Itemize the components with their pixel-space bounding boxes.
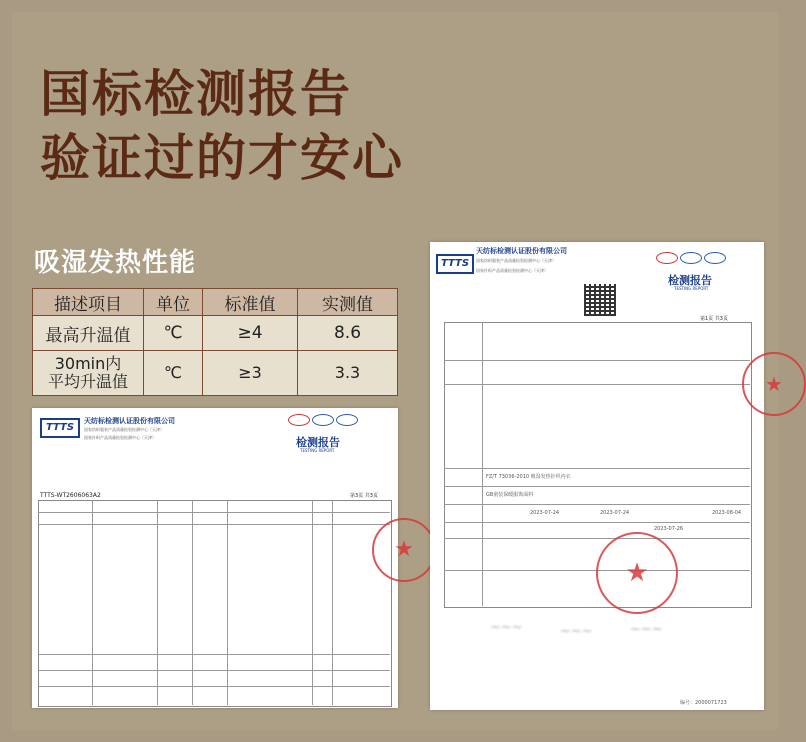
- ttts-logo: TTTS: [40, 418, 80, 438]
- cell-standard: ≥3: [203, 351, 298, 396]
- report-title-en: TESTING REPORT: [674, 286, 709, 291]
- cnas-badge-icon: [704, 252, 726, 264]
- org-sub-2: 国家针织产品质量检验检测中心（天津）: [84, 435, 156, 440]
- grid-line: [312, 500, 313, 705]
- page-info: 第1页 共3页: [700, 316, 728, 322]
- cell-item: [33, 351, 144, 396]
- report-page-results: [32, 408, 414, 708]
- report-title: 检测报告: [296, 436, 340, 449]
- grid-line: [482, 322, 483, 606]
- standard-code: FZ/T 73036-2010 吸湿发热针织内衣: [486, 474, 571, 480]
- cell-item-line-1: 30min内: [54, 354, 122, 373]
- col-header-measured: 实测值: [298, 289, 398, 316]
- grid-line: [92, 500, 93, 705]
- grid-line: [38, 512, 390, 513]
- sample-name: GB童装保暖服饰面料: [486, 492, 534, 498]
- cma-badge-icon: [288, 414, 310, 426]
- qr-code-icon: [584, 284, 616, 316]
- table-row: [33, 316, 398, 351]
- date-3: 2023-07-26: [654, 526, 684, 532]
- org-sub-1: 国家纺织服装产品质量检验检测中心（天津）: [476, 258, 556, 263]
- grid-line: [444, 538, 750, 539]
- red-seal-stamp: ★: [596, 532, 678, 614]
- report-page-cover: [430, 242, 783, 710]
- red-seal-stamp: ★: [372, 518, 436, 582]
- blurred-signature: ~~~: [630, 622, 663, 637]
- grid-line: [444, 384, 750, 385]
- blurred-signature: ~~~: [560, 624, 593, 639]
- headline-line-1: 国标检测报告: [40, 65, 352, 123]
- ilac-badge-icon: [680, 252, 702, 264]
- spec-table-header: [33, 289, 398, 316]
- grid-line: [444, 468, 750, 469]
- col-header-item: 描述项目: [33, 289, 144, 316]
- cma-badge-icon: [656, 252, 678, 264]
- grid-line: [444, 360, 750, 361]
- grid-line: [227, 500, 228, 705]
- grid-line: [38, 670, 390, 671]
- blurred-signature: ~~~: [490, 620, 523, 635]
- spec-table: [32, 288, 398, 396]
- headline-line-2: 验证过的才安心: [40, 129, 404, 187]
- report-title: 检测报告: [668, 274, 712, 287]
- grid-line: [444, 504, 750, 505]
- table-row: [33, 351, 398, 396]
- grid-line: [157, 500, 158, 705]
- cell-item-line-2: 平均升温值: [47, 372, 128, 391]
- org-name: 天纺标检测认证股份有限公司: [476, 247, 567, 255]
- grid-line: [38, 686, 390, 687]
- grid-line: [444, 522, 750, 523]
- date-2: 2023-07-24: [600, 510, 630, 516]
- grid-line: [192, 500, 193, 705]
- cell-unit: ℃: [144, 351, 203, 396]
- ttts-logo: TTTS: [436, 254, 474, 274]
- ilac-badge-icon: [312, 414, 334, 426]
- section-title: 吸湿发热性能: [34, 248, 197, 278]
- grid-line: [38, 654, 390, 655]
- grid-line: [444, 486, 750, 487]
- report-footer: 编号：2000071723: [680, 700, 727, 706]
- org-sub-1: 国家纺织服装产品质量检验检测中心（天津）: [84, 427, 164, 432]
- date-1: 2023-07-24: [530, 510, 560, 516]
- page-info: 第3页 共3页: [350, 493, 378, 499]
- grid-line: [38, 524, 390, 525]
- org-name: 天纺标检测认证股份有限公司: [84, 417, 175, 425]
- grid-line: [332, 500, 333, 705]
- cell-unit: ℃: [144, 316, 203, 351]
- headline: [40, 62, 404, 190]
- cell-measured: 3.3: [298, 351, 398, 396]
- date-4: 2023-08-04: [712, 510, 742, 516]
- cell-item: 最高升温值: [33, 316, 144, 351]
- org-sub-2: 国家针织产品质量检验检测中心（天津）: [476, 268, 548, 273]
- report-title-en: TESTING REPORT: [300, 448, 335, 453]
- col-header-unit: 单位: [144, 289, 203, 316]
- report-number: TTTS-WT2606063A2: [40, 492, 101, 499]
- cell-measured: 8.6: [298, 316, 398, 351]
- col-header-standard: 标准值: [203, 289, 298, 316]
- cell-standard: ≥4: [203, 316, 298, 351]
- cnas-badge-icon: [336, 414, 358, 426]
- red-seal-stamp-edge: ★: [742, 352, 806, 416]
